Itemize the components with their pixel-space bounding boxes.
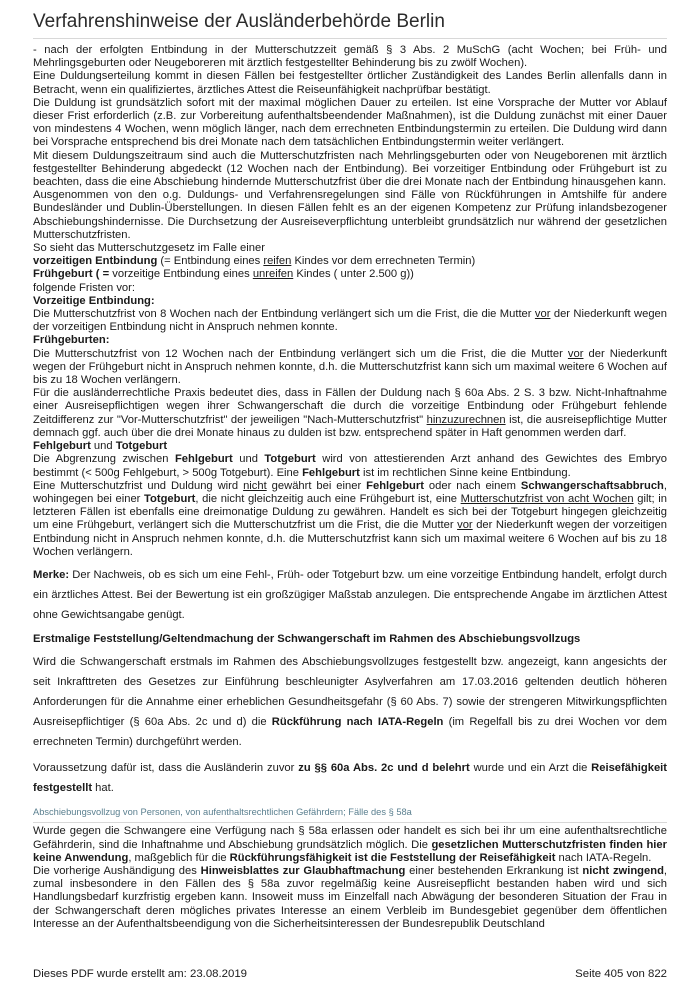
subheading: Fehlgeburt und Totgeburt bbox=[33, 440, 168, 453]
paragraph: Für die ausländerrechtliche Praxis bedeutet dies, dass in Fällen der Duldung nach § 60a Abs. 2 S. 3 bzw. Nicht-Inhaftnahme einer Ausreisepflichtigen wegen ihrer Schwangerschaft die durch die vorzeitige Entbindung oder Frühgeburt fehlende Zeitdifferenz zur "Vor-Mutterschutzfrist" der jeweiligen "Nach-Mutterschutzfrist" hinzuzurechnen ist, die ausreisepflichtige Mutter demnach ggf. auch über die drei Monate hinaus zu dulden ist bzw. entsprechend später in Haft genommen werden darf. bbox=[33, 387, 667, 439]
definition-fruehgeburt: Frühgeburt ( = vorzeitige Entbindung eines unreifen Kindes ( unter 2.500 g)) bbox=[33, 268, 414, 281]
subheading: Frühgeburten: bbox=[33, 334, 110, 347]
merke-note: Merke: Der Nachweis, ob es sich um eine Fehl-, Früh- oder Totgeburt bzw. um eine vorzeitige Entbindung handelt, erfolgt durch ein ärztliches Attest. Bei der Bewertung ist ein großzügiger Maßstab anzulegen. Die entsprechende Angabe im ärztlichen Attest ohne Gewichtsangabe genügt. bbox=[33, 568, 667, 621]
paragraph: Die vorherige Aushändigung des Hinweisblattes zur Glaubhaftmachung einer bestehenden Erkrankung ist nicht zwingend, zumal insbesondere in den Fällen des § 58a zuvor regelmäßig keine Ausreisepflicht bestanden haben wird und sich Handlungsbedarf kurzfristig ergeben kann. Insoweit muss im Einzelfall nach Abwägung der besonderen Situation der Frau in der Schwangerschaft deren mögliches privates Interesse an einem Verbleib im Bundesgebiet gegenüber dem öffentlichen Interesse an der Aufenthaltsbeendigung von die Sicherheitsinteressen der Bundesrepublik Deutschland bbox=[33, 864, 668, 930]
definition-vorzeitige-entbindung: vorzeitigen Entbindung (= Entbindung eines reifen Kindes vor dem errechneten Termin) bbox=[33, 255, 476, 268]
paragraph: Ausgenommen von den o.g. Duldungs- und Verfahrensregelungen sind Fälle von Rückführungen in Amtshilfe für andere Bundesländer und Dublin-Überstellungen. In diesen Fällen fehlt es an der eigenen Kompetenz zur Prüfung inlandsbezogener Abschiebungshindernisse. Die Durchsetzung der Ausreiseverpflichtung unterbleibt grundsätzlich nur während der gesetzlichen Mutterschutzfristen. bbox=[33, 189, 667, 241]
term: Frühgeburt ( = bbox=[33, 268, 110, 281]
page-header bbox=[33, 10, 667, 34]
page-number: Seite 405 von 822 bbox=[575, 968, 667, 980]
section-heading: Erstmalige Feststellung/Geltendmachung der Schwangerschaft im Rahmen des Abschiebungsvollzugs bbox=[33, 632, 581, 645]
paragraph: Die Mutterschutzfrist von 8 Wochen nach der Entbindung verlängert sich um die Frist, die die Mutter vor der Niederkunft wegen der vorzeitigen Entbindung nicht in Anspruch nehmen konnte. bbox=[33, 308, 667, 334]
term: vorzeitigen Entbindung bbox=[33, 255, 158, 268]
paragraph: folgende Fristen vor: bbox=[33, 281, 135, 294]
paragraph: Die Abgrenzung zwischen Fehlgeburt und Totgeburt wird von attestierenden Arzt anhand des Gewichtes des Embryo bestimmt (< 500g Fehlgeburt, > 500g Totgeburt). Eine Fehlgeburt ist im rechtlichen Sinne keine Entbindung. bbox=[33, 453, 667, 479]
header-divider bbox=[33, 38, 667, 39]
subheading: Vorzeitige Entbindung: bbox=[33, 294, 155, 307]
section-label: Abschiebungsvollzug von Personen, von aufenthaltsrechtlichen Gefährdern; Fälle des § 58a bbox=[33, 806, 667, 823]
paragraph: Voraussetzung dafür ist, dass die Ausländerin zuvor zu §§ 60a Abs. 2c und d belehrt wurde und ein Arzt die Reisefähigkeit festgestellt hat. bbox=[33, 762, 668, 795]
paragraph: So sieht das Mutterschutzgesetz im Falle einer bbox=[33, 242, 265, 255]
paragraph: - nach der erfolgten Entbindung in der Mutterschutzzeit gemäß § 3 Abs. 2 MuSchG (acht Wochen; bei Früh- und Mehrlingsgeburten oder Neugeboreren mit ärztlich festgestellter Behinderung bis zu zwölf Wochen). bbox=[33, 44, 667, 70]
paragraph: Eine Duldungserteilung kommt in diesen Fällen bei festgestellter örtlicher Zuständigkeit des Landes Berlin allenfalls dann in Betracht, wenn ein qualifiziertes, ärztliches Attest die Reiseunfähigkeit nachprüfbar bestätigt. bbox=[33, 70, 667, 96]
paragraph: Die Mutterschutzfrist von 12 Wochen nach der Entbindung verlängert sich um die Frist, die die Mutter vor der Niederkunft wegen der Frühgeburt nicht in Anspruch nehmen konnte, d.h. die Mutterschutzfrist kann sich um maximal weitere 6 Wochen auf bis zu 18 Wochen verlängern. bbox=[33, 347, 667, 387]
document-body bbox=[33, 44, 667, 931]
page-title: Verfahrenshinweise der Ausländerbehörde Berlin bbox=[33, 11, 445, 32]
paragraph: Wird die Schwangerschaft erstmals im Rahmen des Abschiebungsvollzuges festgestellt bzw. angezeigt, kann angesichts der seit Inkrafttreten des Gesetzes zur Einführung beschleunigter Asylverfahren am 17.03.2016 geltenden deutlich höheren Anforderungen für die Annahme einer erheblichen Gesundheitsgefahr (§ 60 Abs. 7) sowie der strengeren Mitwirkungspflichten Ausreisepflichtiger (§ 60a Abs. 2c und d) die Rückführung nach IATA-Regeln (im Regelfall bis zu drei Wochen vor dem errechneten Termin) durchgeführt werden. bbox=[33, 656, 668, 749]
paragraph: Wurde gegen die Schwangere eine Verfügung nach § 58a erlassen oder handelt es sich bei ihr um eine aufenthaltsrechtliche Gefährderin, sind die Inhaftnahme und Abschiebung grundsätzlich möglich. Die gesetzlichen Mutterschutzfristen finden hier keine Anwendung, maßgeblich für die Rückführungsfähigkeit ist die Feststellung der Reisefähigkeit nach IATA-Regeln. bbox=[33, 825, 667, 864]
paragraph: Mit diesem Duldungszeitraum sind auch die Mutterschutzfristen nach Mehrlingsgeburten oder von Neugeborenen mit ärztlich festgestellter Behinderung abgedeckt (12 Wochen nach der Entbindung). Bei vorzeitiger Entbindung oder Frühgeburt ist zu beachten, dass die eine Abschiebung hindernde Mutterschutzfrist über die drei Monate nach der Entbindung hinausgehen kann. bbox=[33, 149, 667, 189]
paragraph: Die Duldung ist grundsätzlich sofort mit der maximal möglichen Dauer zu erteilen. Ist eine Vorsprache der Mutter vor Ablauf dieser Frist erforderlich (z.B. zur Vorbereitung aufenthaltsbeendender Maßnahmen), ist die Duldung zunächst mit einer Dauer von mindestens 4 Wochen, wenn möglich länger, nach dem errechneten Entbindungstermin zu erteilen. Die Duldung wird dann bei Vorsprache entsprechend bis drei Monate nach dem tatsächlichen Entbindungstermin weiter verlängert. bbox=[33, 96, 667, 149]
created-date: Dieses PDF wurde erstellt am: 23.08.2019 bbox=[33, 968, 247, 980]
paragraph: Eine Mutterschutzfrist und Duldung wird nicht gewährt bei einer Fehlgeburt oder nach einem Schwangerschaftsabbruch, wohingegen bei einer Totgeburt, die nicht gleichzeitig auch eine Frühgeburt ist, eine Mutterschutzfrist von acht Wochen gilt; in letzteren Fällen ist ebenfalls eine dreimonatige Duldung zu gewähren. Handelt es sich bei der Totgeburt hingegen gleichzeitig um eine Frühgeburt, verlängert sich die Mutterschutzfrist um die Frist, die die Mutter vor der Niederkunft wegen der vorzeitigen Entbindung nicht in Anspruch nehmen konnte, d.h. die Mutterschutzfrist kann sich um maximal weitere 6 Wochen auf bis zu 18 Wochen verlängern. bbox=[33, 479, 667, 558]
